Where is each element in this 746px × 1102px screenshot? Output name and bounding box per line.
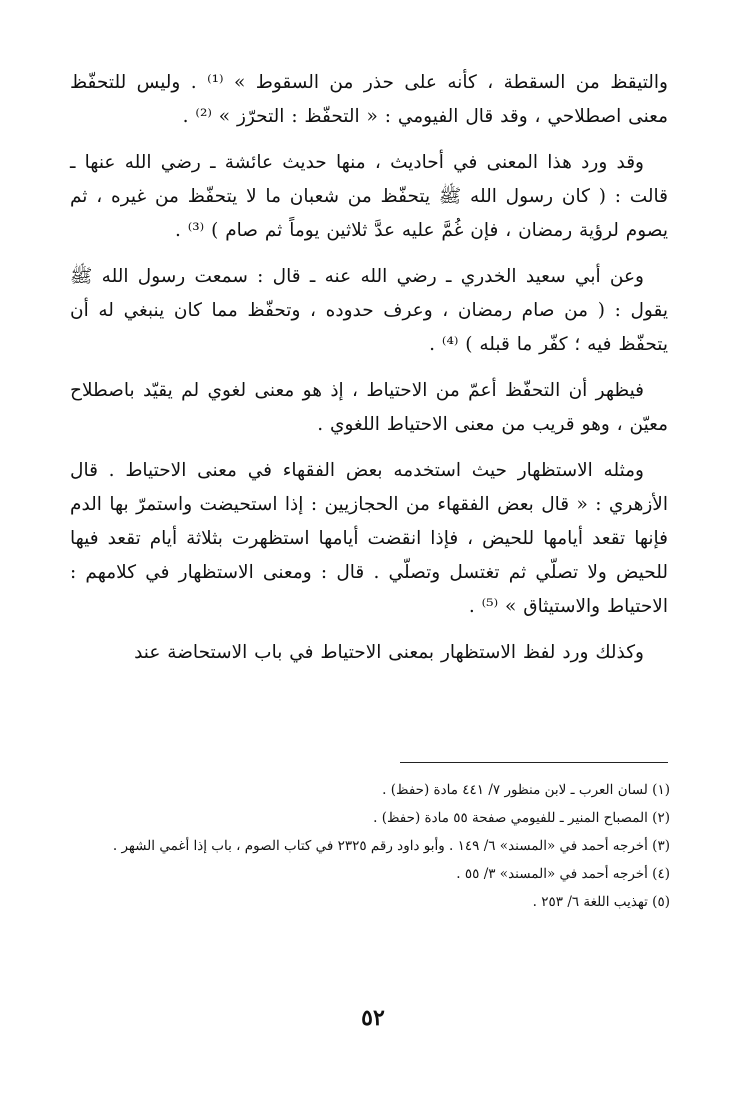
footnote-3: (٣) أخرجه أحمد في «المسند» ٦/ ١٤٩ . وأبو داود رقم ٢٣٢٥ في كتاب الصوم ، باب إذا أغمي الشهر .	[112, 838, 670, 854]
footnote-divider	[400, 762, 668, 763]
paragraph-3: وعن أبي سعيد الخدري ـ رضي الله عنه ـ قال : سمعت رسول الله ﷺ يقول : ( من صام رمضان ، وعرف حدوده ، وتحفّظ مما كان ينبغي له أن يتحفّظ فيه ؛ كفّر ما قبله ) ⁽⁴⁾ .	[70, 266, 668, 355]
paragraph-2: وقد ورد هذا المعنى في أحاديث ، منها حديث عائشة ـ رضي الله عنها ـ قالت : ( كان رسول الله ﷺ يتحفّظ من شعبان ما لا يتحفّظ من غيره ، ثم يصوم لرؤية رمضان ، فإن غُمَّ عليه عدَّ ثلاثين يوماً ثم صام ) ⁽³⁾ .	[70, 152, 668, 241]
footnote-5: (٥) تهذيب اللغة ٦/ ٢٥٣ .	[532, 894, 670, 910]
paragraph-5: ومثله الاستظهار حيث استخدمه بعض الفقهاء في معنى الاحتياط . قال الأزهري : « قال بعض الفقهاء من الحجازيين : إذا استحيضت واستمرّ بها الدم فإنها تقعد أيامها للحيض ، فإذا انقضت أيامها استظهرت بثلاثة أيام تقعد فيها للحيض ولا تصلّي ثم تغتسل وتصلّي . قال : ومعنى الاستظهار في كلامهم : الاحتياط والاستيثاق » ⁽⁵⁾ .	[70, 460, 668, 617]
paragraph-4: فيظهر أن التحفّظ أعمّ من الاحتياط ، إذ هو معنى لغوي لم يقيّد باصطلاح معيّن ، وهو قريب من معنى الاحتياط اللغوي .	[70, 380, 668, 435]
paragraph-1: والتيقظ من السقطة ، كأنه على حذر من السقوط » ⁽¹⁾ . وليس للتحفّظ معنى اصطلاحي ، وقد قال الفيومي : « التحفّظ : التحرّز » ⁽²⁾ .	[70, 72, 668, 127]
main-text	[70, 66, 668, 682]
footnotes	[70, 776, 670, 916]
footnote-2: (٢) المصباح المنير ـ للفيومي صفحة ٥٥ مادة (حفظ) .	[373, 810, 670, 826]
paragraph-6: وكذلك ورد لفظ الاستظهار بمعنى الاحتياط في باب الاستحاضة عند	[134, 642, 644, 663]
footnote-1: (١) لسان العرب ـ لابن منظور ٧/ ٤٤١ مادة (حفظ) .	[382, 782, 670, 798]
footnote-4: (٤) أخرجه أحمد في «المسند» ٣/ ٥٥ .	[456, 866, 670, 882]
page-number: ٥٢	[361, 1005, 385, 1031]
